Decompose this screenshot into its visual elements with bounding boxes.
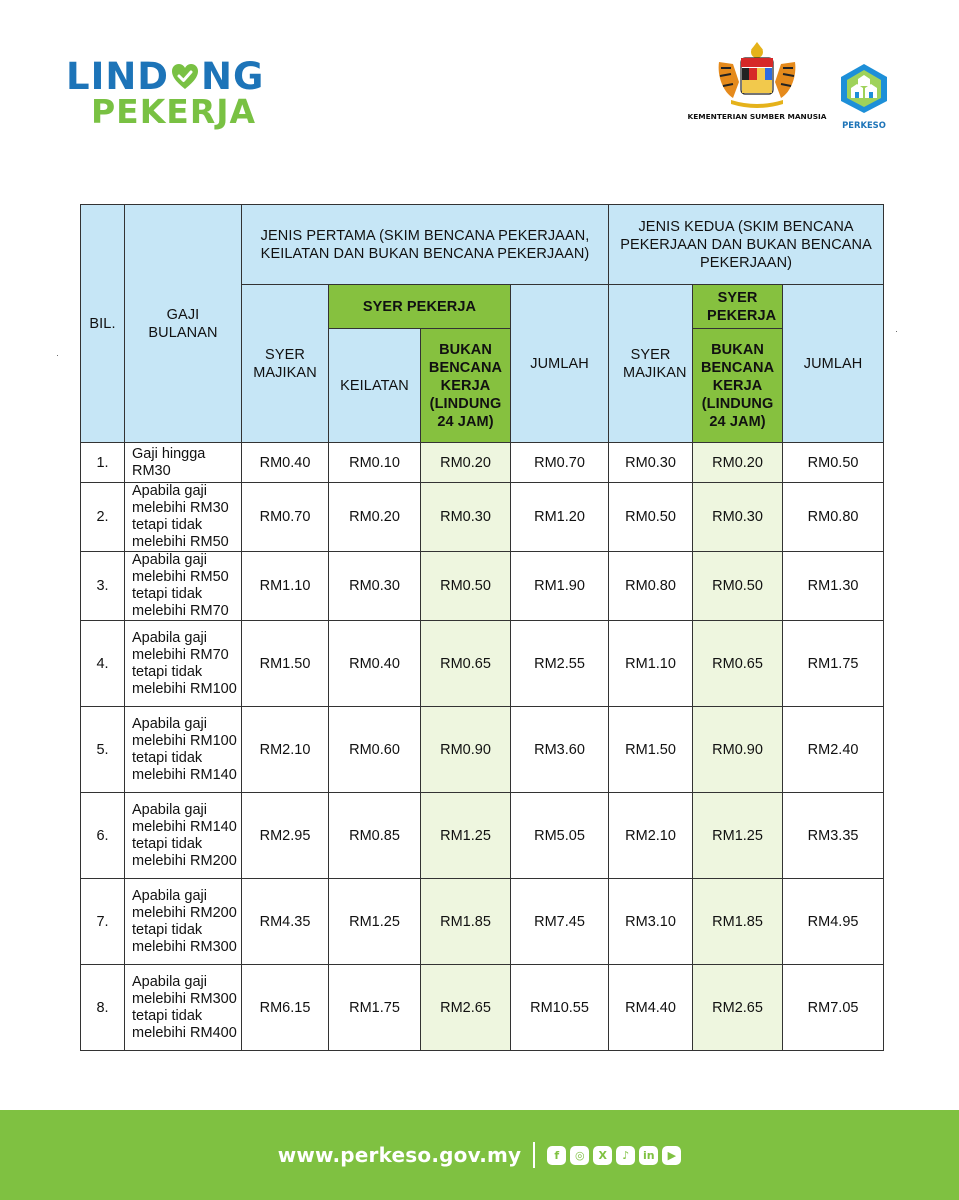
contribution-rate-table: [80, 204, 884, 1051]
cell-majikan2: RM0.80: [609, 552, 693, 621]
table-row: [81, 879, 884, 965]
cell-jumlah1: RM1.20: [511, 483, 609, 552]
cell-bil: 8.: [81, 965, 125, 1051]
cell-bil: 6.: [81, 793, 125, 879]
cell-bil: 1.: [81, 443, 125, 483]
cell-majikan2: RM0.30: [609, 443, 693, 483]
cell-majikan1: RM1.50: [242, 621, 329, 707]
table-row: [81, 707, 884, 793]
cell-keilatan: RM0.20: [329, 483, 421, 552]
perkeso-caption: PERKESO: [842, 120, 886, 130]
coat-of-arms-icon: [711, 42, 803, 110]
cell-bukan1: RM0.20: [421, 443, 511, 483]
table-row: [81, 621, 884, 707]
header-syer-pekerja-2: SYER PEKERJA: [693, 285, 783, 329]
cell-majikan2: RM1.50: [609, 707, 693, 793]
header-keilatan: KEILATAN: [329, 329, 421, 443]
cell-majikan2: RM1.10: [609, 621, 693, 707]
cell-gaji: Apabila gaji melebihi RM70 tetapi tidak melebihi RM100: [125, 621, 242, 707]
social-icons: [547, 1146, 681, 1165]
header-jenis-kedua: JENIS KEDUA (SKIM BENCANA PEKERJAAN DAN BUKAN BENCANA PEKERJAAN): [609, 205, 884, 285]
heart-check-icon: [170, 62, 200, 92]
stray-dot: ·: [56, 350, 59, 360]
cell-majikan2: RM3.10: [609, 879, 693, 965]
cell-majikan1: RM6.15: [242, 965, 329, 1051]
cell-majikan1: RM2.10: [242, 707, 329, 793]
cell-majikan1: RM2.95: [242, 793, 329, 879]
instagram-icon[interactable]: ◎: [570, 1146, 589, 1165]
cell-jumlah2: RM3.35: [783, 793, 884, 879]
cell-bukan2: RM2.65: [693, 965, 783, 1051]
cell-keilatan: RM1.75: [329, 965, 421, 1051]
cell-jumlah1: RM7.45: [511, 879, 609, 965]
table-row: [81, 443, 884, 483]
table-row: [81, 552, 884, 621]
ministry-logo: [686, 42, 828, 121]
header-bukan-bencana-2: BUKAN BENCANA KERJA (LINDUNG 24 JAM): [693, 329, 783, 443]
cell-jumlah1: RM2.55: [511, 621, 609, 707]
cell-bukan2: RM0.30: [693, 483, 783, 552]
cell-jumlah2: RM7.05: [783, 965, 884, 1051]
cell-keilatan: RM0.10: [329, 443, 421, 483]
website-link[interactable]: www.perkeso.gov.my: [277, 1143, 522, 1167]
perkeso-logo: [836, 62, 892, 130]
lindung-pekerja-logo: [66, 55, 265, 131]
cell-gaji: Apabila gaji melebihi RM300 tetapi tidak melebihi RM400: [125, 965, 242, 1051]
header-syer-pekerja-1: SYER PEKERJA: [329, 285, 511, 329]
cell-majikan1: RM4.35: [242, 879, 329, 965]
cell-jumlah2: RM4.95: [783, 879, 884, 965]
footer-bar: [0, 1110, 959, 1200]
footer-divider: [533, 1142, 535, 1168]
logo-text-line2: PEKERJA: [91, 92, 257, 131]
cell-bukan2: RM1.85: [693, 879, 783, 965]
table-row: [81, 793, 884, 879]
cell-majikan2: RM0.50: [609, 483, 693, 552]
logo-text-part1: LIND: [66, 55, 170, 98]
cell-bukan2: RM1.25: [693, 793, 783, 879]
cell-bil: 3.: [81, 552, 125, 621]
cell-bukan1: RM2.65: [421, 965, 511, 1051]
cell-jumlah1: RM1.90: [511, 552, 609, 621]
youtube-icon[interactable]: ▶: [662, 1146, 681, 1165]
cell-bukan1: RM1.25: [421, 793, 511, 879]
header-syer-majikan-2: SYER MAJIKAN: [609, 285, 693, 443]
cell-gaji: Gaji hingga RM30: [125, 443, 242, 483]
header-bukan-bencana-1: BUKAN BENCANA KERJA (LINDUNG 24 JAM): [421, 329, 511, 443]
cell-jumlah1: RM10.55: [511, 965, 609, 1051]
cell-keilatan: RM0.60: [329, 707, 421, 793]
linkedin-icon[interactable]: in: [639, 1146, 658, 1165]
cell-keilatan: RM1.25: [329, 879, 421, 965]
cell-bukan1: RM0.90: [421, 707, 511, 793]
cell-jumlah2: RM2.40: [783, 707, 884, 793]
table-row: [81, 965, 884, 1051]
cell-gaji: Apabila gaji melebihi RM30 tetapi tidak melebihi RM50: [125, 483, 242, 552]
cell-bukan1: RM0.65: [421, 621, 511, 707]
cell-keilatan: RM0.85: [329, 793, 421, 879]
cell-jumlah1: RM5.05: [511, 793, 609, 879]
cell-keilatan: RM0.30: [329, 552, 421, 621]
cell-bukan1: RM0.30: [421, 483, 511, 552]
x-icon[interactable]: X: [593, 1146, 612, 1165]
cell-bil: 4.: [81, 621, 125, 707]
logo-text-part2: NG: [201, 55, 265, 98]
header-syer-majikan-1: SYER MAJIKAN: [242, 285, 329, 443]
header-jenis-pertama: JENIS PERTAMA (SKIM BENCANA PEKERJAAN, KEILATAN DAN BUKAN BENCANA PEKERJAAN): [242, 205, 609, 285]
cell-gaji: Apabila gaji melebihi RM200 tetapi tidak melebihi RM300: [125, 879, 242, 965]
cell-gaji: Apabila gaji melebihi RM140 tetapi tidak melebihi RM200: [125, 793, 242, 879]
cell-majikan2: RM4.40: [609, 965, 693, 1051]
stray-dot: ·: [895, 326, 898, 336]
tiktok-icon[interactable]: ♪: [616, 1146, 635, 1165]
cell-bukan1: RM0.50: [421, 552, 511, 621]
cell-bukan1: RM1.85: [421, 879, 511, 965]
cell-gaji: Apabila gaji melebihi RM100 tetapi tidak melebihi RM140: [125, 707, 242, 793]
cell-majikan2: RM2.10: [609, 793, 693, 879]
header-gaji-bulanan: GAJI BULANAN: [125, 205, 242, 443]
cell-jumlah1: RM0.70: [511, 443, 609, 483]
cell-jumlah1: RM3.60: [511, 707, 609, 793]
cell-keilatan: RM0.40: [329, 621, 421, 707]
cell-majikan1: RM1.10: [242, 552, 329, 621]
header-bil: BIL.: [81, 205, 125, 443]
header-jumlah-2: JUMLAH: [783, 285, 884, 443]
cell-jumlah2: RM0.80: [783, 483, 884, 552]
cell-bukan2: RM0.65: [693, 621, 783, 707]
cell-bukan2: RM0.90: [693, 707, 783, 793]
cell-majikan1: RM0.70: [242, 483, 329, 552]
cell-bil: 5.: [81, 707, 125, 793]
ministry-caption: KEMENTERIAN SUMBER MANUSIA: [687, 112, 827, 121]
cell-majikan1: RM0.40: [242, 443, 329, 483]
facebook-icon[interactable]: f: [547, 1146, 566, 1165]
cell-jumlah2: RM0.50: [783, 443, 884, 483]
perkeso-hexagon-icon: [837, 62, 891, 114]
cell-gaji: Apabila gaji melebihi RM50 tetapi tidak melebihi RM70: [125, 552, 242, 621]
cell-jumlah2: RM1.30: [783, 552, 884, 621]
header-jumlah-1: JUMLAH: [511, 285, 609, 443]
cell-bukan2: RM0.20: [693, 443, 783, 483]
table-row: [81, 483, 884, 552]
cell-bil: 2.: [81, 483, 125, 552]
cell-jumlah2: RM1.75: [783, 621, 884, 707]
cell-bukan2: RM0.50: [693, 552, 783, 621]
cell-bil: 7.: [81, 879, 125, 965]
